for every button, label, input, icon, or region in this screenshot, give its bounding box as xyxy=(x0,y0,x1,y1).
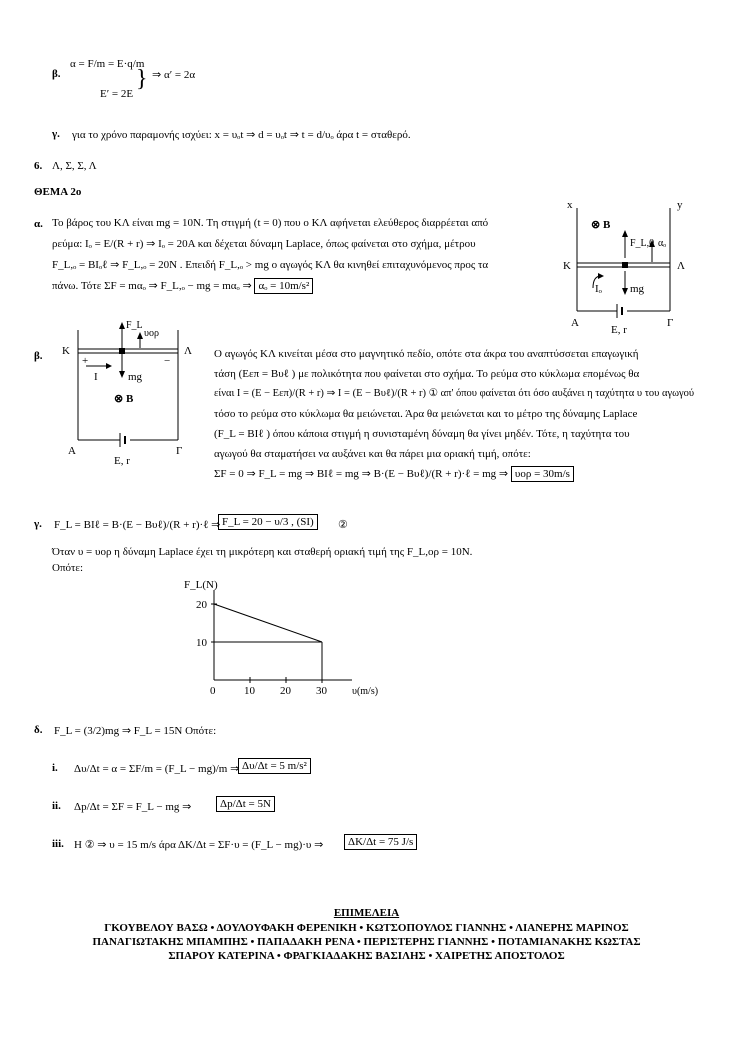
result-box: αₒ = 10m/s² xyxy=(254,278,313,294)
fig1-accel-label: αₒ xyxy=(658,238,667,249)
fig1-g-label: Γ xyxy=(667,317,674,329)
y-tick-label: 10 xyxy=(196,637,207,649)
part-g-top-label: γ. xyxy=(52,128,60,140)
fig2-g-label: Γ xyxy=(176,445,183,457)
fig2-plus-label: + xyxy=(82,355,89,367)
part-b-line3: είναι I = (E − Eεπ)/(R + r) ⇒ I = (E − Bυℓ)/(R + r) ① απ' όπου φαίνεται ότι όσο αυξάνει η ταχύτητα υ του αγωγού xyxy=(214,388,695,399)
part-b-line5: (F_L = BIℓ ) όπου κάποια στιγμή η συνισταμένη δύναμη θα γίνει μηδέν. Τότε, η ταχύτητα του xyxy=(214,428,630,440)
x-tick-label: 30 xyxy=(316,685,327,697)
fig1-current-label: Iₒ xyxy=(595,283,602,295)
fig2-battery-label: E, r xyxy=(114,455,130,467)
part-d-iii-equation: Η ② ⇒ υ = 15 m/s άρα ΔK/Δt = ΣF·υ = (F_L − mg)·υ ⇒ xyxy=(74,839,324,851)
y-tick-label: 20 xyxy=(196,599,207,611)
part-d-ii-equation: Δp/Δt = ΣF = F_L − mg ⇒ xyxy=(74,801,192,813)
q6-label: 6. xyxy=(34,160,43,172)
fig2-a-label: Α xyxy=(68,445,76,457)
fig1-a-label: Α xyxy=(571,317,579,329)
laplace-result-box: F_L = 20 − υ/3 , (SI) xyxy=(218,514,318,530)
acceleration-formula: α = F/m = E·q/m xyxy=(70,58,145,70)
fig1-mg-label: mg xyxy=(630,283,645,295)
laplace-equation: F_L = BIℓ = B·(E − Bυℓ)/(R + r)·ℓ ⇒ xyxy=(54,519,221,531)
part-b-line2: τάση (Eεπ = Bυℓ ) με πολικότητα που φαίνεται στο σχήμα. Το ρεύμα στο κύκλωμα επομένως θα xyxy=(214,368,640,380)
part-b-line7 xyxy=(214,464,699,484)
part-b-line4: τόσο το ρεύμα στο κύκλωμα θα μειώνεται. Άρα θα μειώνεται και το μέτρο της δύναμης Laplace xyxy=(214,408,638,420)
fig2-mg-label: mg xyxy=(128,371,143,383)
fig1-x-label: x xyxy=(567,199,573,211)
power-result-box: ΔK/Δt = 75 J/s xyxy=(344,834,417,850)
part-a-line2: ρεύμα: Iₒ = E/(R + r) ⇒ Iₒ = 20A και δέχεται δύναμη Laplace, όπως φαίνεται στο σχήμα, μέτρου xyxy=(52,238,476,250)
theme-title: ΘΕΜΑ 2ο xyxy=(34,186,82,198)
footer-authors-line2: ΠΑΝΑΓΙΩΤΑΚΗΣ ΜΠΑΜΠΗΣ • ΠΑΠΑΔΑΚΗ ΡΕΝΑ • ΠΕΡΙΣΤΕΡΗΣ ΓΙΑΝΝΗΣ • ΠΟΤΑΜΙΑΝΑΚΗΣ ΚΩΣΤΑΣ xyxy=(92,936,641,948)
x-tick-label: 10 xyxy=(244,685,255,697)
part-d-i-equation: Δυ/Δt = α = ΣF/m = (F_L − mg)/m ⇒ xyxy=(74,763,240,775)
acceleration-result: ⇒ α′ = 2α xyxy=(152,69,196,81)
part-d-i-label: i. xyxy=(52,762,58,774)
q6-answers: Λ, Σ, Σ, Λ xyxy=(52,160,97,172)
part-b-label: β. xyxy=(34,350,43,362)
circuit-figure-1 xyxy=(555,196,710,341)
part-b-line1: Ο αγωγός ΚΛ κινείται μέσα στο μαγνητικό πεδίο, οπότε στα άκρα του αναπτύσσεται επαγωγική xyxy=(214,348,639,360)
fig1-k-label: Κ xyxy=(563,260,571,272)
footer-heading: ΕΠΙΜΕΛΕΙΑ xyxy=(333,907,400,919)
force-series-line xyxy=(214,604,322,642)
part-d-label: δ. xyxy=(34,724,43,736)
footer-authors-line1: ΓΚΟΥΒΕΛΟΥ ΒΑΣΩ • ΔΟΥΛΟΥΦΑΚΗ ΦΕΡΕΝΙΚΗ • ΚΩΤΣΟΠΟΥΛΟΣ ΓΙΑΝΝΗΣ • ΛΙΑΝΕΡΗΣ ΜΑΡΙΝΟΣ xyxy=(104,922,629,934)
momentum-result-box: Δp/Δt = 5N xyxy=(216,796,275,812)
part-b-line7-text: ΣF = 0 ⇒ F_L = mg ⇒ BIℓ = mg ⇒ B·(E − Bυℓ)/(R + r)·ℓ = mg ⇒ xyxy=(214,468,509,480)
time-formula: για το χρόνο παραμονής ισχύει: x = υₒt ⇒ d = υₒt ⇒ t = d/υₒ άρα t = σταθερό. xyxy=(72,129,411,141)
part-g-text2: Οπότε: xyxy=(52,562,84,574)
part-a-line1: Το βάρος του ΚΛ είναι mg = 10N. Τη στιγμή (t = 0) που ο ΚΛ αφήνεται ελεύθερος διαρρέεται από xyxy=(52,217,489,229)
part-d-intro: F_L = (3/2)mg ⇒ F_L = 15N Οπότε: xyxy=(54,725,217,737)
fig2-k-label: Κ xyxy=(62,345,70,357)
fig2-current-label: I xyxy=(94,371,98,383)
fig2-force-label: F_L xyxy=(126,320,143,331)
circuit-figure-2 xyxy=(58,312,208,472)
force-velocity-chart xyxy=(176,576,396,701)
part-g-label: γ. xyxy=(34,518,42,530)
fig2-minus-label: − xyxy=(164,355,171,367)
part-g-text1: Όταν υ = υορ η δύναμη Laplace έχει τη μικρότερη και σταθερή οριακή τιμή της F_L,ορ = 10N. xyxy=(52,546,473,558)
part-a-line4-text: πάνω. Τότε ΣF = mαₒ ⇒ F_L,ₒ − mg = mαₒ ⇒ xyxy=(52,280,252,292)
fig2-velocity-label: υορ xyxy=(144,328,159,339)
part-b-line6: αγωγού θα σταματήσει να αυξάνει και θα πάρει μια οριακή τιμή, οπότε: xyxy=(214,448,531,460)
part-a-label: α. xyxy=(34,218,43,230)
part-b-top-label: β. xyxy=(52,68,61,80)
fig1-b-field-icon: ⊗ B xyxy=(591,219,611,231)
y-axis-label: F_L(N) xyxy=(184,579,218,591)
terminal-velocity-box: υορ = 30m/s xyxy=(511,466,574,482)
fig1-y-label: y xyxy=(677,199,683,211)
field-formula: E′ = 2E xyxy=(100,88,134,100)
fig1-l-label: Λ xyxy=(677,260,685,272)
equation-number-2: ② xyxy=(338,519,348,531)
accel-result-box: Δυ/Δt = 5 m/s² xyxy=(238,758,311,774)
part-a-line3: F_L,ₒ = BIₒℓ ⇒ F_L,ₒ = 20N . Επειδή F_L,ₒ > mg ο αγωγός ΚΛ θα κινηθεί επιταχυνόμενος προς τα xyxy=(52,259,489,271)
part-d-ii-label: ii. xyxy=(52,800,61,812)
origin-label: 0 xyxy=(210,685,216,697)
part-a-line4 xyxy=(52,276,544,297)
footer-authors-line3: ΣΠΑΡΟΥ ΚΑΤΕΡΙΝΑ • ΦΡΑΓΚΙΑΔΑΚΗΣ ΒΑΣΙΛΗΣ • ΧΑΙΡΕΤΗΣ ΑΠΟΣΤΟΛΟΣ xyxy=(168,950,565,962)
x-axis-label: υ(m/s) xyxy=(352,686,379,697)
fig1-force-label: F_L,0 xyxy=(630,238,655,249)
brace-icon: } xyxy=(136,66,148,92)
part-d-iii-label: iii. xyxy=(52,838,64,850)
fig1-battery-label: E, r xyxy=(611,324,627,336)
fig2-b-field-icon: ⊗ B xyxy=(114,393,134,405)
x-tick-label: 20 xyxy=(280,685,291,697)
fig2-l-label: Λ xyxy=(184,345,192,357)
